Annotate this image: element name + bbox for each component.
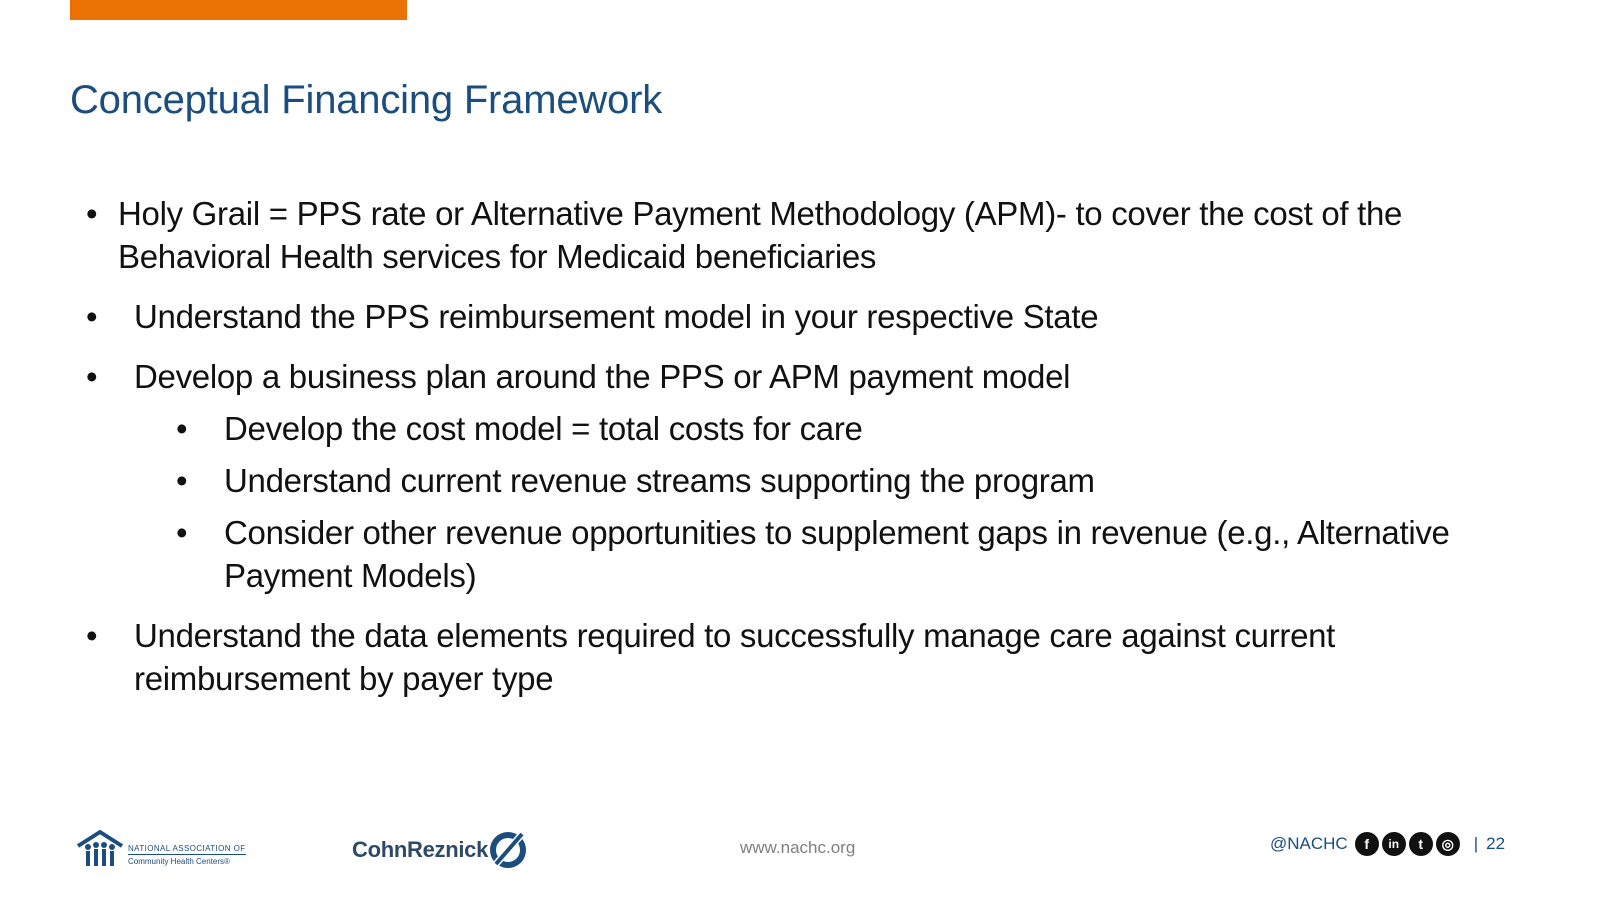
sub-bullet-item [86, 511, 1466, 597]
nachc-logo-line1: NATIONAL ASSOCIATION OF [128, 844, 246, 853]
bullet-text: Develop a business plan around the PPS or APM payment model [134, 358, 1071, 395]
bullet-text: Develop the cost model = total costs for care [224, 410, 863, 447]
bullet-glyph: • [86, 617, 98, 654]
bullet-item [86, 614, 1466, 700]
sub-bullet-item [86, 459, 1466, 502]
bullet-glyph: • [86, 298, 98, 335]
bullet-text: Understand the data elements required to successfully manage care against current reimbursement by payer type [134, 617, 1336, 697]
accent-bar [70, 0, 407, 20]
footer-separator: | [1473, 834, 1479, 853]
cohnreznick-mark-icon [488, 830, 528, 870]
social-handle[interactable]: @NACHC [1270, 834, 1348, 853]
slide-footer [0, 820, 1600, 880]
cohnreznick-logo [352, 830, 528, 870]
bullet-text: Understand current revenue streams supporting the program [224, 462, 1095, 499]
cohnreznick-logo-text: CohnReznick [352, 837, 489, 862]
social-bar [1270, 832, 1505, 856]
bullet-item [86, 295, 1466, 338]
bullet-list [86, 192, 1466, 717]
website-link[interactable]: www.nachc.org [740, 838, 856, 857]
facebook-icon[interactable]: f [1355, 832, 1379, 856]
sub-bullet-item [86, 407, 1466, 450]
bullet-text: Holy Grail = PPS rate or Alternative Payment Methodology (APM)- to cover the cost of the Behavioral Health services for Medicaid beneficiaries [118, 195, 1403, 275]
bullet-glyph: • [176, 462, 188, 499]
instagram-icon[interactable]: ◎ [1436, 832, 1460, 856]
bullet-item [86, 192, 1466, 278]
linkedin-icon[interactable]: in [1382, 832, 1406, 856]
nachc-logo [76, 830, 246, 868]
twitter-icon[interactable]: t [1409, 832, 1433, 856]
bullet-glyph: • [86, 195, 98, 232]
bullet-text: Consider other revenue opportunities to supplement gaps in revenue (e.g., Alternative Payment Models) [224, 514, 1450, 594]
nachc-logo-line2: Community Health Centers® [128, 857, 230, 866]
bullet-glyph: • [176, 514, 188, 551]
nachc-house-icon [76, 830, 124, 868]
bullet-item [86, 355, 1466, 398]
slide-title: Conceptual Financing Framework [70, 78, 663, 122]
page-number: 22 [1486, 834, 1506, 853]
bullet-glyph: • [86, 358, 98, 395]
bullet-text: Understand the PPS reimbursement model in your respective State [134, 298, 1099, 335]
bullet-glyph: • [176, 410, 188, 447]
